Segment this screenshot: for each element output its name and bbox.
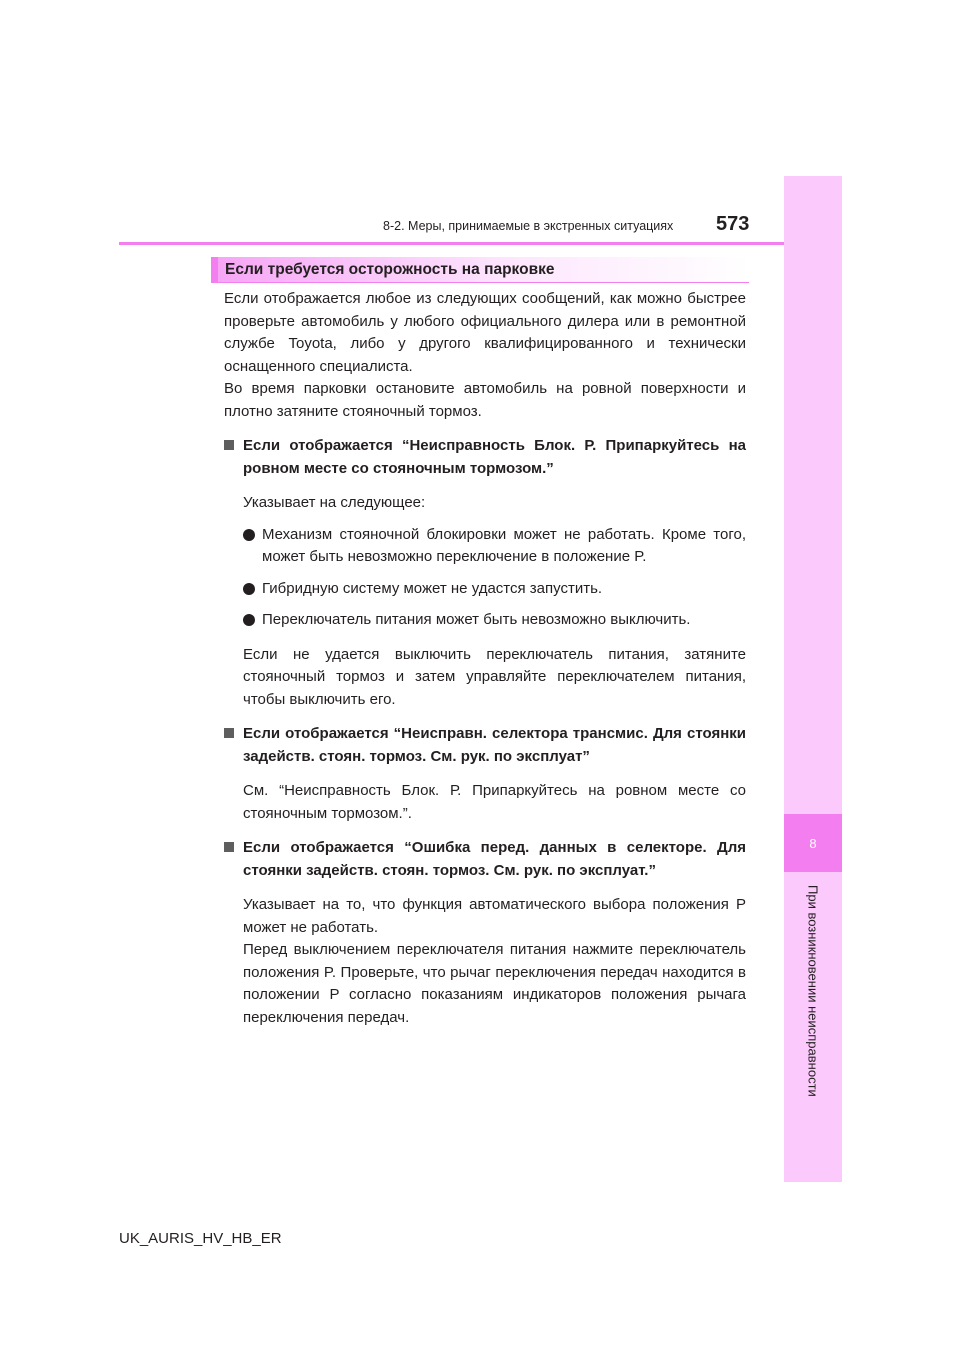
message-heading <box>224 837 746 882</box>
message-body: Указывает на то, что функция автоматического выбора положения P может не работать. <box>243 896 746 936</box>
intro-paragraph: Во время парковки остановите автомобиль на ровной поверхности и плотно затяните стояночный тормоз. <box>224 380 746 420</box>
round-bullet-icon <box>243 614 255 626</box>
document-code: UK_AURIS_HV_HB_ER <box>119 1230 282 1247</box>
chapter-title: При возникновении неисправности <box>805 885 821 1097</box>
message-heading-text: Если отображается “Ошибка перед. данных в селекторе. Для стоянки задейств. стоян. тормоз. См. рук. по эксплуат.” <box>243 839 746 879</box>
header-rule <box>119 242 784 245</box>
chapter-title-tab <box>784 885 842 1100</box>
message-body: Если не удается выключить переключатель питания, затяните стояночный тормоз и затем управляйте переключателем питания, чтобы выключить его. <box>243 645 746 708</box>
square-bullet-icon <box>224 440 234 450</box>
message-heading <box>224 435 746 480</box>
square-bullet-icon <box>224 728 234 738</box>
section-heading-label: Если требуется осторожность на парковке <box>225 261 555 278</box>
round-bullet-icon <box>243 583 255 595</box>
message-body: См. “Неисправность Блок. Р. Припаркуйтесь на ровном месте со стояночным тормозом.”. <box>243 782 746 822</box>
chapter-number: 8 <box>809 835 817 851</box>
intro-paragraph: Если отображается любое из следующих сообщений, как можно быстрее проверьте автомобиль у любого официального дилера или в ремонтной службе Toyota, либо у другого квалифицированного и технически оснащенного специалиста. <box>224 290 746 375</box>
section-body <box>224 288 746 1029</box>
message-lead: Указывает на следующее: <box>243 494 426 511</box>
list-item-text: Механизм стояночной блокировки может не работать. Кроме того, может быть невозможно переключение в положение P. <box>262 525 746 565</box>
message-heading-text: Если отображается “Неисправность Блок. Р. Припаркуйтесь на ровном месте со стояночным тормозом.” <box>243 437 746 477</box>
list-item-text: Гибридную систему может не удастся запустить. <box>262 579 603 597</box>
list-item <box>224 609 746 632</box>
section-heading <box>211 257 749 283</box>
chapter-number-tab <box>784 814 842 872</box>
section-heading-bar <box>211 257 218 282</box>
square-bullet-icon <box>224 842 234 852</box>
message-body: Перед выключением переключателя питания нажмите переключатель положения P. Проверьте, что рычаг переключения передач находится в положении P согласно показаниям индикаторов положения рычага переключения передач. <box>243 941 746 1026</box>
list-item <box>224 524 746 569</box>
list-item <box>224 578 746 601</box>
message-heading-text: Если отображается “Неисправн. селектора трансмис. Для стоянки задейств. стоян. тормоз. См. рук. по эксплуат” <box>243 725 746 765</box>
running-head: 8-2. Меры, принимаемые в экстренных ситуациях <box>383 219 674 233</box>
round-bullet-icon <box>243 529 255 541</box>
intro <box>224 288 746 423</box>
page-number: 573 <box>716 213 750 235</box>
message-heading <box>224 723 746 768</box>
list-item-text: Переключатель питания может быть невозможно выключить. <box>262 611 691 628</box>
